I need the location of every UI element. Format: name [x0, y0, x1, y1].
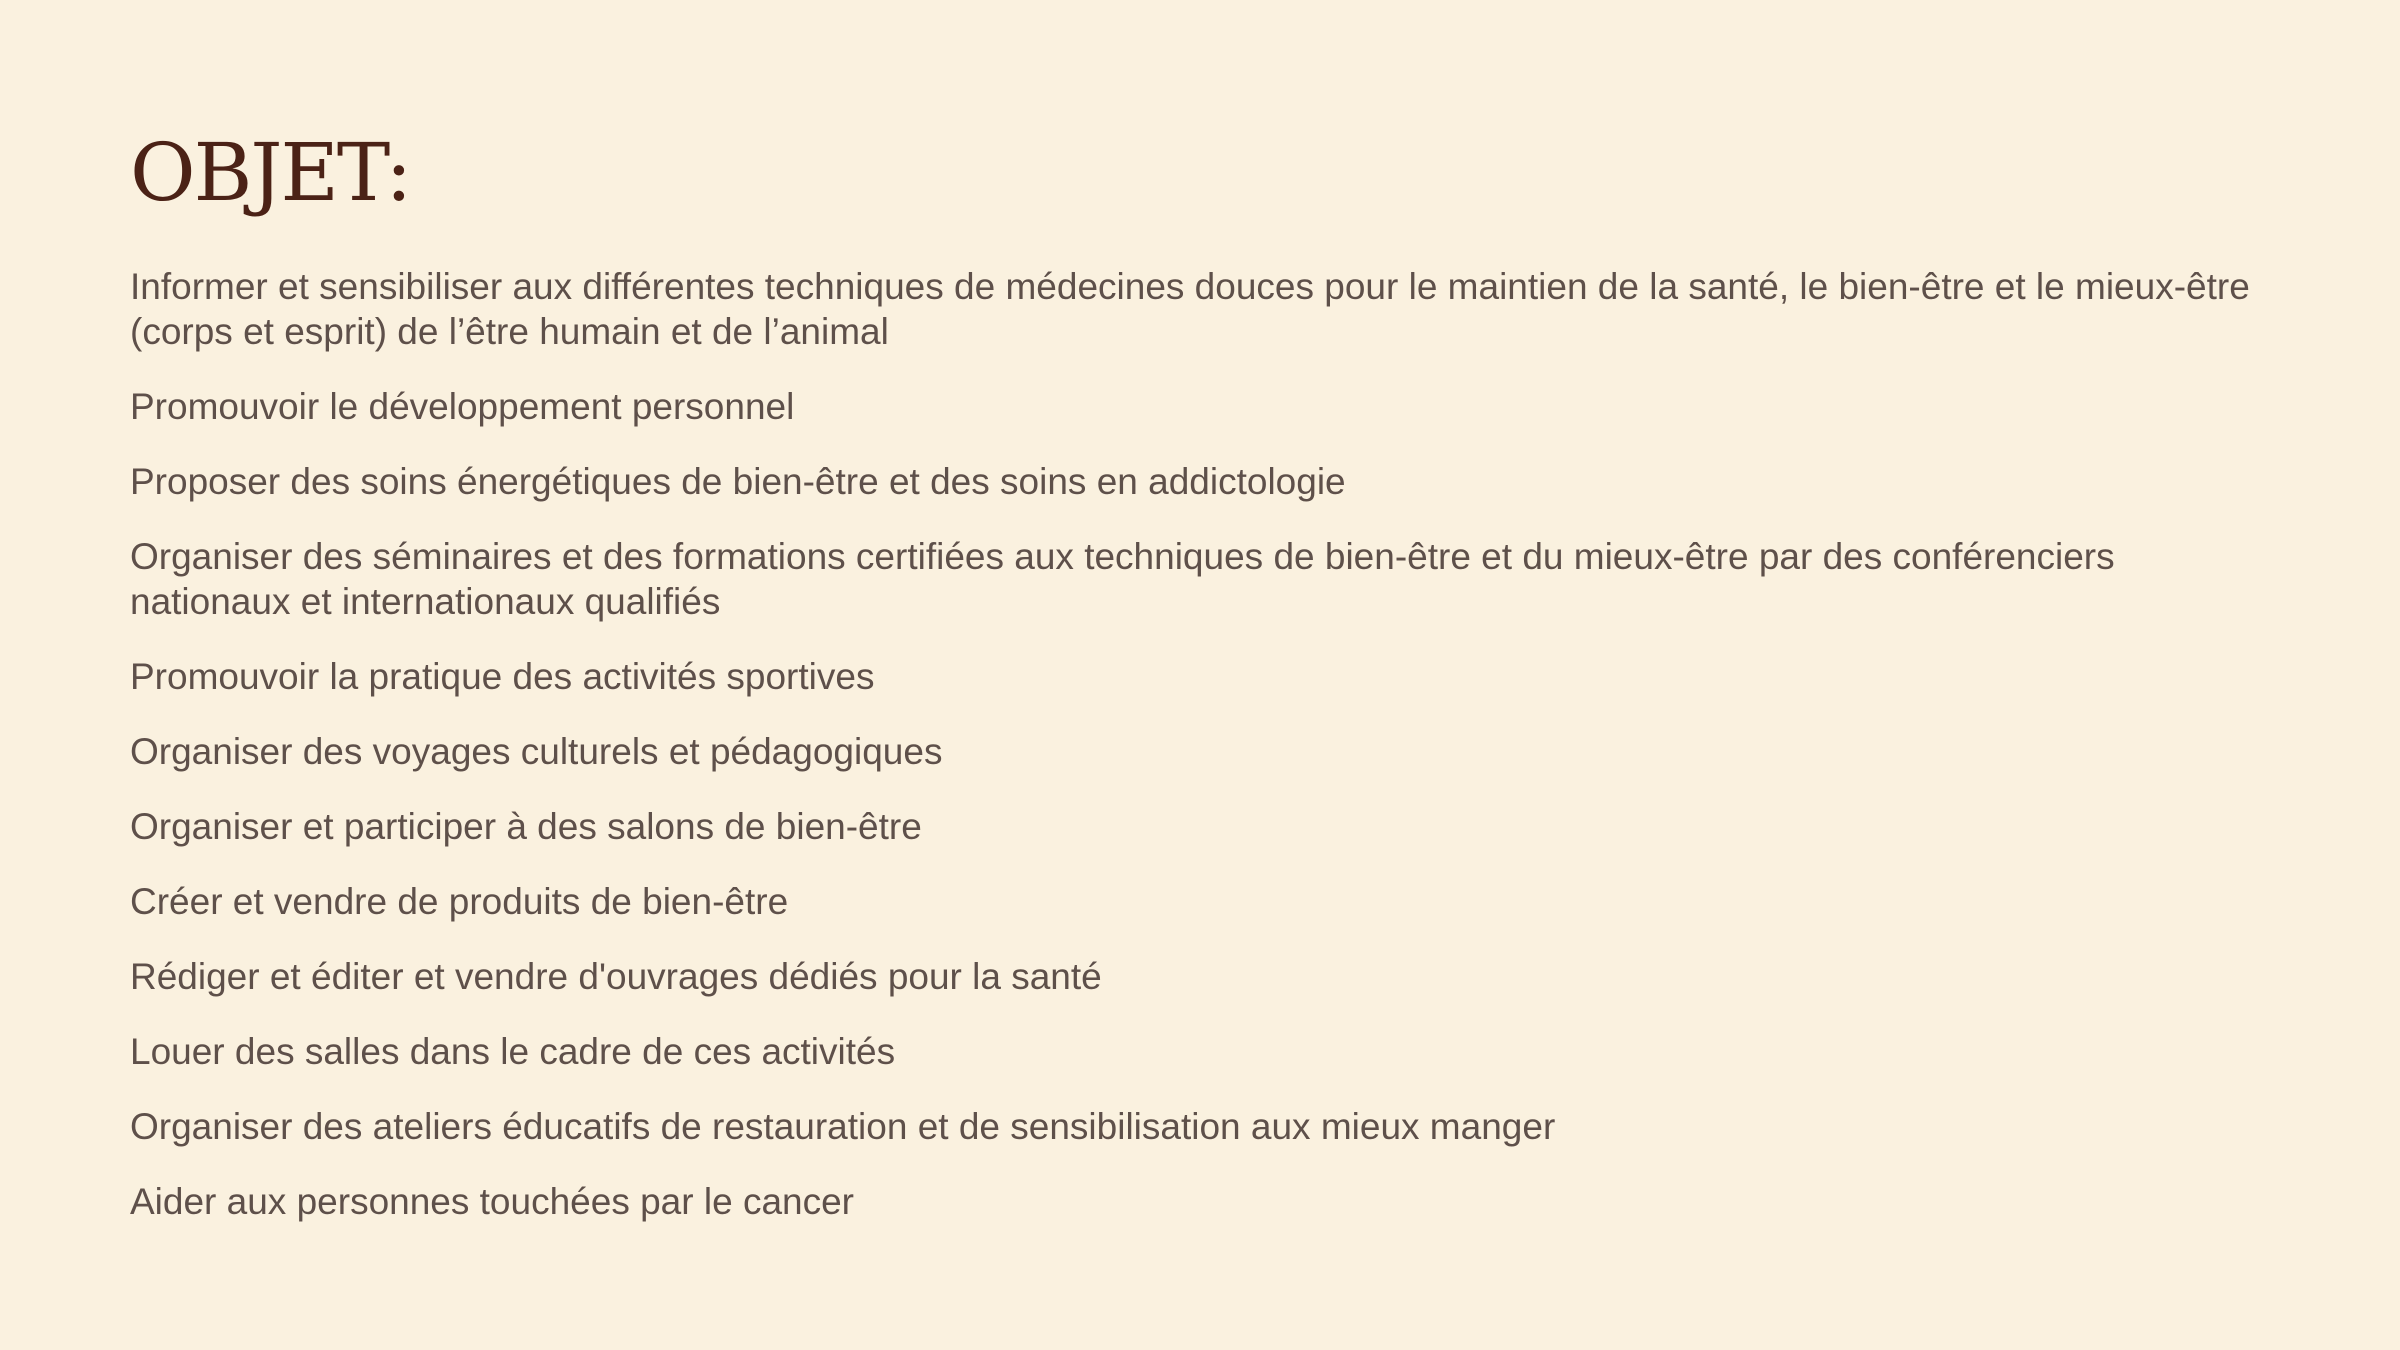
objective-item: Organiser et participer à des salons de bien-être — [130, 806, 922, 847]
objectives-list — [130, 264, 2270, 1254]
objective-item: Promouvoir le développement personnel — [130, 386, 795, 427]
objective-item: Aider aux personnes touchées par le cancer — [130, 1181, 854, 1222]
objective-item: Créer et vendre de produits de bien-être — [130, 881, 789, 922]
objective-item: Louer des salles dans le cadre de ces activités — [130, 1031, 896, 1072]
slide-title: OBJET: — [130, 126, 411, 219]
objective-item: Organiser des séminaires et des formations certifiées aux techniques de bien-être et du mieux-être par des conférenciers nationaux et internationaux qualifiés — [130, 536, 2115, 622]
objective-item: Informer et sensibiliser aux différentes techniques de médecines douces pour le maintien de la santé, le bien-être et le mieux-être (corps et esprit) de l’être humain et de l’animal — [130, 266, 2250, 352]
objective-item: Rédiger et éditer et vendre d'ouvrages dédiés pour la santé — [130, 956, 1102, 997]
objective-item: Proposer des soins énergétiques de bien-être et des soins en addictologie — [130, 461, 1346, 502]
objective-item: Organiser des voyages culturels et pédagogiques — [130, 731, 943, 772]
objective-item: Organiser des ateliers éducatifs de restauration et de sensibilisation aux mieux manger — [130, 1106, 1556, 1147]
objective-item: Promouvoir la pratique des activités sportives — [130, 656, 875, 697]
